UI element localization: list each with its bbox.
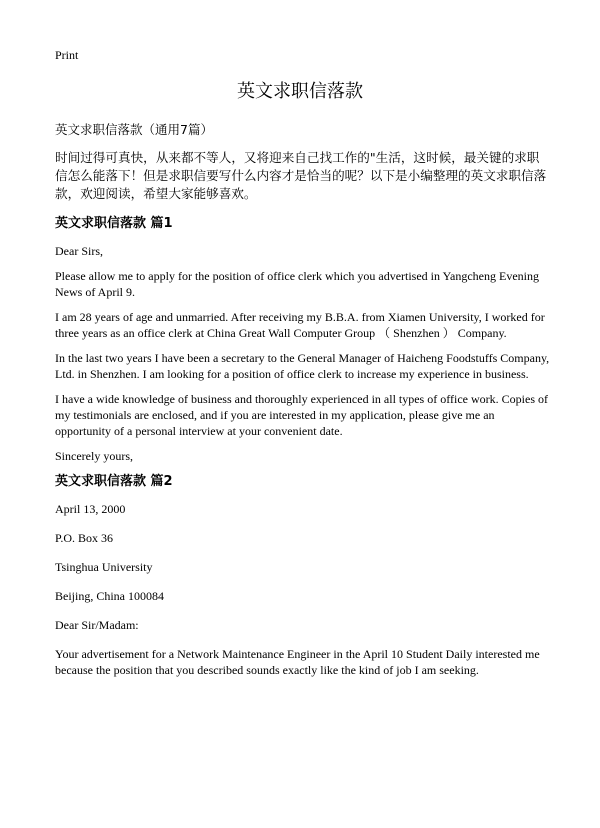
address-line: P.O. Box 36 [55,531,114,545]
date-line: April 13, 2000 [55,502,126,516]
paragraph: I have a wide knowledge of business and thoroughly experienced in all types of office work. Copies of my testimonials are enclosed, and if you are interested in my application, please give me an opportunity of a personal interview at your convenient date. [55,392,548,438]
intro-paragraph: 时间过得可真快，从来都不等人，又将迎来自己找工作的"生活，这时候，最关键的求职信怎么能落下！但是求职信要写什么内容才是恰当的呢？以下是小编整理的英文求职信落款，欢迎阅读，希望大家能够喜欢。 [55,150,547,201]
closing: Sincerely yours, [55,449,133,463]
paragraph: I am 28 years of age and unmarried. After receiving my B.B.A. from Xiamen University, I worked for three years as an office clerk at China Great Wall Computer Group （ Shenzhen ） Company. [55,310,545,340]
salutation: Dear Sir/Madam: [55,618,139,632]
salutation: Dear Sirs, [55,244,103,258]
paragraph: In the last two years I have been a secretary to the General Manager of Haicheng Foodstuffs Company, Ltd. in Shenzhen. I am looking for a position of office clerk to increase my experience in business. [55,351,550,381]
paragraph: Please allow me to apply for the position of office clerk which you advertised in Yangcheng Evening News of April 9. [55,269,539,299]
subtitle: 英文求职信落款（通用7篇） [55,122,213,137]
address-line: Beijing, China 100084 [55,589,164,603]
document-body [55,121,550,687]
paragraph: Your advertisement for a Network Maintenance Engineer in the April 10 Student Daily interested me because the position that you described sounds exactly like the kind of job I am seeking. [55,647,540,677]
section-heading-1: 英文求职信落款 篇1 [55,216,173,231]
section-heading-2: 英文求职信落款 篇2 [55,474,173,489]
address-line: Tsinghua University [55,560,153,574]
print-link[interactable]: Print [55,48,79,62]
page-title: 英文求职信落款 [237,81,363,102]
